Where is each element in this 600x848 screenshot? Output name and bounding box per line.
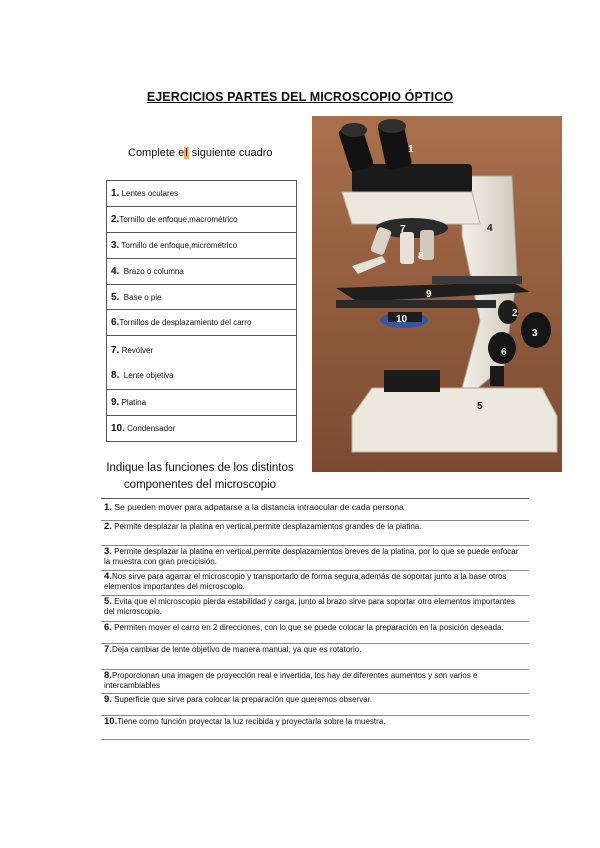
page-title: EJERCICIOS PARTES DEL MICROSCOPIO ÓPTICO (146, 90, 454, 104)
function-number: 10. (104, 716, 118, 727)
function-text: Deja cambiar de lente objetivo de manera manual, ya que es rotatorio. (111, 645, 362, 654)
instruction-complete-table (128, 147, 273, 159)
photo-label-5: 5 (477, 401, 483, 412)
photo-label-2: 2 (512, 308, 518, 319)
function-number: 4. (104, 571, 112, 582)
function-text: Permite desplazar la platina en vertical,permite desplazamientos grandes de la platina. (114, 522, 422, 531)
function-row (101, 499, 529, 521)
part-name: Base o pie (123, 292, 162, 302)
function-number: 5. (104, 596, 112, 607)
function-row (101, 596, 529, 622)
photo-label-3: 3 (532, 328, 538, 339)
function-number: 6. (104, 622, 112, 633)
parts-row (107, 310, 297, 336)
parts-row (107, 259, 297, 285)
instruction-text-before: Complete e (128, 147, 185, 159)
parts-table (106, 180, 297, 442)
parts-row (107, 390, 297, 416)
parts-row (107, 181, 297, 207)
photo-label-6: 6 (501, 347, 507, 358)
instruction-line-2: componentes del microscopio (123, 479, 277, 491)
microscope-photo (312, 116, 562, 472)
function-text: Permiten mover el carro en 2 direcciones, con lo que se puede colocar la preparación en la posición deseada. (114, 623, 504, 632)
part-number: 6. (111, 317, 120, 328)
part-number: 8. (111, 369, 120, 381)
part-number: 5. (111, 291, 120, 303)
part-number: 9. (111, 397, 120, 408)
function-number: 7. (104, 644, 112, 655)
photo-label-10: 10 (396, 314, 408, 325)
instruction-functions (100, 460, 300, 494)
functions-table (101, 498, 529, 740)
function-row (101, 622, 529, 644)
parts-row (107, 207, 297, 233)
function-number: 9. (104, 694, 112, 705)
part-number: 1. (111, 188, 120, 199)
part-number: 10. (111, 423, 125, 434)
function-number: 8. (104, 670, 112, 681)
function-number: 2. (104, 521, 112, 532)
part-name: Tornillo de enfoque,micrométrico (121, 241, 238, 250)
part-name: Tornillo de enfoque,macrométrico (119, 215, 238, 224)
function-row (101, 546, 529, 571)
function-row (101, 716, 529, 740)
instruction-text-after: siguiente cuadro (188, 147, 273, 159)
function-row (101, 644, 529, 670)
function-text: Proporcionan una imagen de proyección real e invertida, los hay de diferentes aumentos y son varios e intercambiables (104, 671, 478, 690)
part-name: Lentes oculares (121, 189, 179, 198)
part-name: Lente objetiva (123, 370, 174, 380)
part-name: Tornillos de desplazamiento del carro (119, 318, 252, 327)
parts-row (107, 285, 297, 310)
function-text: Nos sirve para agarrar el microscopio y transportarlo de forma segura,además de soportar junto a la base otros elementos importantes del microscopio. (104, 572, 507, 591)
photo-label-4: 4 (487, 223, 493, 234)
function-text: Tiene como función proyectar la luz recibida y proyectarla sobre la muestra. (117, 717, 386, 726)
function-number: 1. (104, 502, 112, 513)
part-number: 7. (111, 344, 120, 356)
function-row (101, 521, 529, 546)
function-number: 3. (104, 546, 112, 557)
function-text: Se pueden mover para adpatarse a la distancia intraocular de cada persona (114, 502, 404, 512)
photo-label-1: 1 (408, 144, 414, 155)
function-row (101, 694, 529, 716)
part-number: 4. (111, 266, 120, 277)
parts-row (107, 416, 297, 442)
function-text: Superficie que sirve para colocar la preparación que queremos observar. (111, 695, 373, 704)
photo-label-9: 9 (426, 289, 432, 300)
part-number: 2. (111, 214, 120, 225)
function-row (101, 571, 529, 596)
photo-label-8: 8 (418, 251, 424, 262)
part-name: Brazo o columna (123, 267, 184, 276)
part-name: Condensador (127, 424, 176, 433)
highlighted-letter: l (185, 147, 188, 159)
part-name: Platina (121, 398, 147, 407)
function-row (101, 670, 529, 694)
photo-label-7: 7 (400, 224, 406, 235)
part-number: 3. (111, 240, 120, 251)
function-text: Permite desplazar la platina en vertical,permite desplazamientos breves de la platina, por lo que se puede enfocar la muestra con gran precicisión. (104, 547, 519, 566)
instruction-line-1: Indique las funciones de los distintos (106, 462, 294, 474)
parts-row (107, 336, 297, 390)
parts-row (107, 233, 297, 259)
part-name: Revólver (121, 345, 154, 355)
function-text: Evita que el microscopio pierda estabilidad y carga, junto al brazo sirve para soportar otro elementos importantes del microscopio. (104, 597, 515, 616)
